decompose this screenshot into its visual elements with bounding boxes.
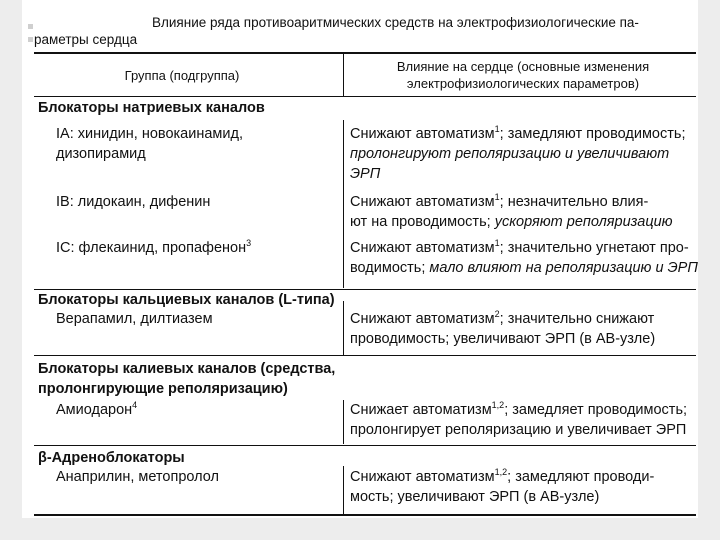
subgroup-ic-drugs: IC: флекаинид, пропафенон$^3$ [56, 238, 252, 256]
group-title-calcium: Блокаторы кальциевых каналов (L-типа) [38, 292, 335, 308]
group-title-potassium: Блокаторы калиевых каналов (средства, пролонгирующие реполяризацию) [38, 361, 336, 397]
corner-square-icon [28, 37, 33, 42]
subgroup-ia-drugs: IA: хинидин, новокаинамид, дизопирамид [56, 126, 243, 162]
beta-blocker-drugs: Анаприлин, метопролол [56, 469, 219, 485]
table-bottom-rule [34, 514, 696, 516]
subgroup-ic-effect: Снижают автоматизм$^1$; значительно угнетают про- водимость; мало влияют на реполяризацию и ЭРП [350, 238, 698, 276]
group-title-sodium: Блокаторы натриевых каналов [38, 100, 265, 116]
beta-blocker-effect: Снижают автоматизм$^{1,2}$; замедляют проводи- мость; увеличивают ЭРП (в АВ-узле) [350, 467, 655, 505]
table-title: Влияние ряда противоаритмических средств на электрофизиологические па- раметры сердца [34, 15, 639, 47]
subgroup-ia-effect: Снижают автоматизм$^1$; замедляют проводимость; пролонгируют реполяризацию и увеличивают ЭРП [350, 124, 686, 182]
subgroup-ib-effect: Снижают автоматизм$^1$; незначительно влия- ют на проводимость; ускоряют реполяризацию [350, 192, 673, 230]
column-divider [343, 53, 344, 96]
group-title-beta-blockers: β-Адреноблокаторы [38, 450, 185, 466]
subgroup-ib-drugs: IB: лидокаин, дифенин [56, 194, 211, 210]
column-header-effect: Влияние на сердце (основные изменения электрофизиологических параметров) [396, 59, 650, 91]
calcium-effect: Снижают автоматизм$^2$; значительно снижают проводимость; увеличивают ЭРП (в АВ-узле) [350, 309, 656, 347]
column-header-group: Группа (подгруппа) [124, 68, 240, 83]
corner-square-icon [28, 24, 33, 29]
potassium-effect: Снижает автоматизм$^{1,2}$; замедляет проводимость; пролонгирует реполяризацию и увеличивает ЭРП [350, 400, 688, 438]
table-top-rule [34, 52, 696, 54]
header-rule [34, 96, 696, 97]
calcium-drugs: Верапамил, дилтиазем [56, 311, 213, 327]
document-page [22, 0, 698, 518]
potassium-drugs: Амиодарон$^4$ [56, 400, 138, 418]
row-divider [34, 445, 696, 446]
row-divider [34, 355, 696, 356]
